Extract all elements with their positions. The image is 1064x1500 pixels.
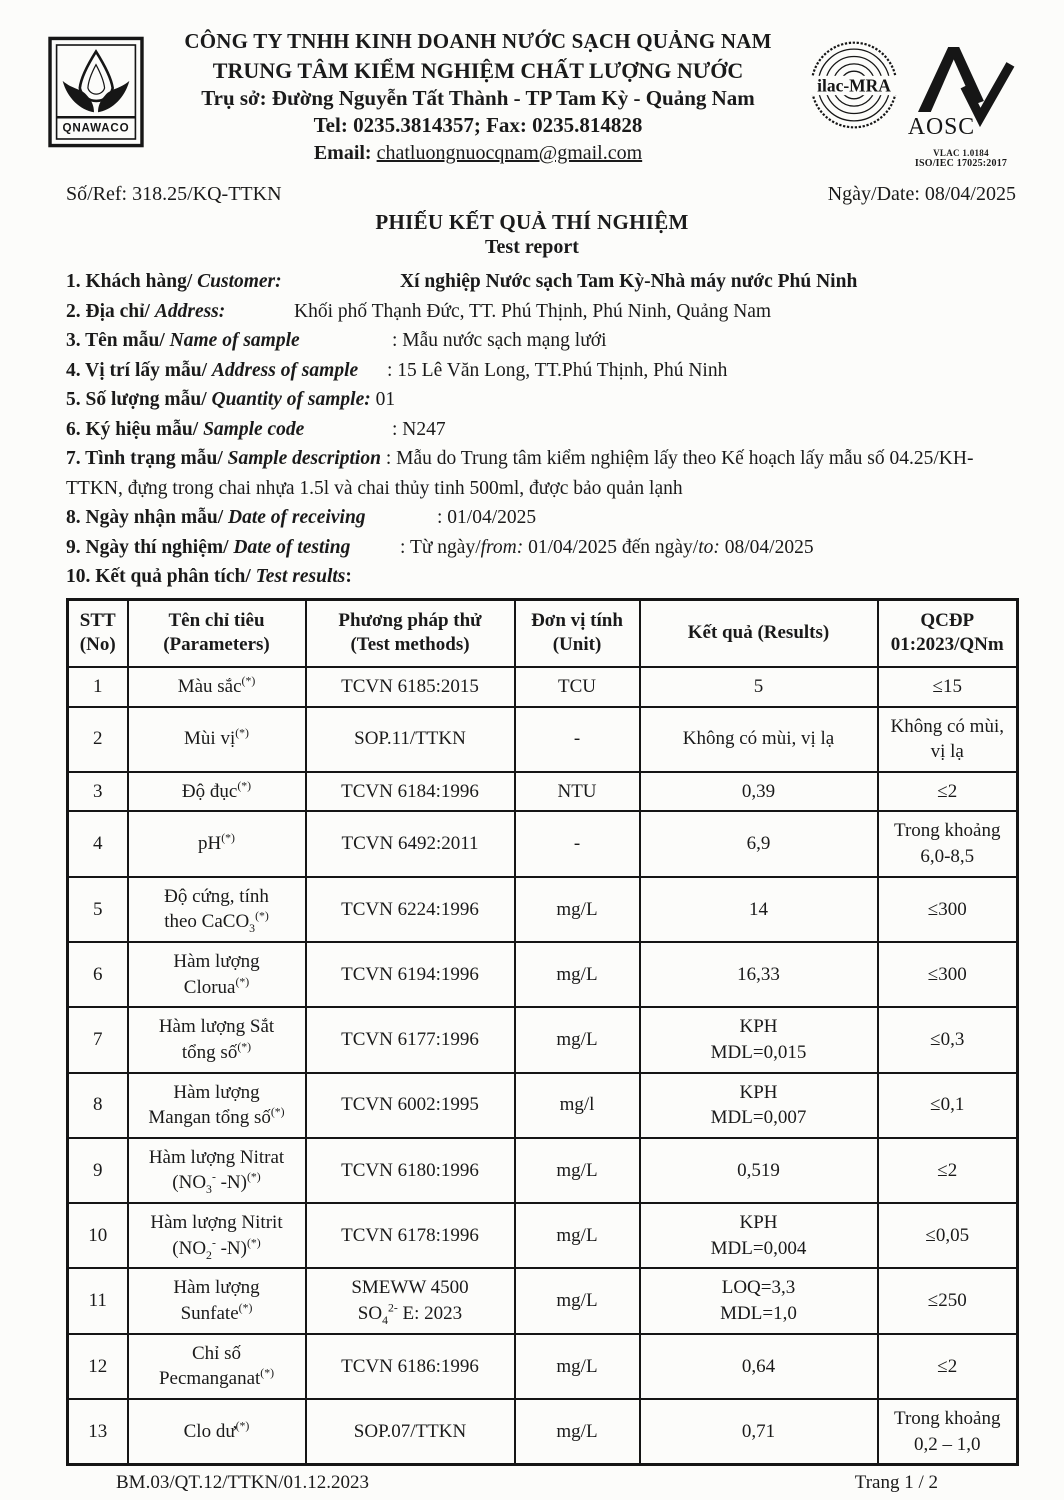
meta-row <box>48 183 1016 206</box>
reference-number: Số/Ref: 318.25/KQ-TTKN <box>66 183 282 205</box>
ilac-mra-logo-icon <box>808 38 900 137</box>
cell-no: 6 <box>68 942 128 1007</box>
header-row <box>68 599 1018 667</box>
cell-result: 0,39 <box>640 772 878 812</box>
cell-result: KPH MDL=0,007 <box>640 1073 878 1138</box>
cell-no: 5 <box>68 877 128 942</box>
form-code: BM.03/QT.12/TTKN/01.12.2023 <box>116 1472 369 1494</box>
cell-result: 6,9 <box>640 811 878 876</box>
table-row <box>68 942 1018 1007</box>
cell-limit: ≤0,3 <box>878 1007 1018 1072</box>
table-row <box>68 1268 1018 1333</box>
cell-param: Hàm lượng Nitrat ($NO_3^-$ -N)(*) <box>128 1138 306 1203</box>
cell-result: LOQ=3,3 MDL=1,0 <box>640 1268 878 1333</box>
cell-method: TCVN 6492:2011 <box>306 811 515 876</box>
info-sample-address: 4. Vị trí lấy mẫu/ Address of sample : 15 Lê Văn Long, TT.Phú Thịnh, Phú Ninh <box>66 359 728 381</box>
report-title-en: Test report <box>485 236 579 258</box>
cell-no: 11 <box>68 1268 128 1333</box>
page-number: Trang 1 / 2 <box>854 1472 938 1494</box>
sample-info-section <box>66 267 1016 592</box>
table-row <box>68 772 1018 812</box>
info-date-testing: 9. Ngày thí nghiệm/ Date of testing : Từ ngày/from: 01/04/2025 đến ngày/to: 08/04/2025 <box>66 536 814 558</box>
cell-result: KPH MDL=0,015 <box>640 1007 878 1072</box>
qnawaco-logo-icon <box>48 36 148 153</box>
info-date-receiving: 8. Ngày nhận mẫu/ Date of receiving : 01/04/2025 <box>66 507 537 528</box>
cell-param: Hàm lượng Mangan tổng số(*) <box>128 1073 306 1138</box>
cell-limit: ≤300 <box>878 942 1018 1007</box>
iso-standard: ISO/IEC 17025:2017 <box>914 158 1008 169</box>
table-row <box>68 1334 1018 1399</box>
cell-result: KPH MDL=0,004 <box>640 1203 878 1268</box>
cell-no: 8 <box>68 1073 128 1138</box>
results-table <box>66 598 1019 1467</box>
email-label: Email: <box>313 142 372 165</box>
info-sample-name: 3. Tên mẫu/ Name of sample : Mẫu nước sạch mạng lưới <box>66 330 607 351</box>
cell-limit: Không có mùi, vị lạ <box>878 707 1018 772</box>
email-link[interactable]: chatluongnuocqnam@gmail.com <box>376 142 643 165</box>
cell-param: Hàm lượng Sunfate(*) <box>128 1268 306 1333</box>
cell-param: Hàm lượng Nitrit ($NO_2^-$ -N)(*) <box>128 1203 306 1268</box>
cell-unit: mg/L <box>515 1007 640 1072</box>
cell-unit: mg/L <box>515 877 640 942</box>
cell-unit: mg/L <box>515 1334 640 1399</box>
cell-limit: ≤15 <box>878 667 1018 707</box>
cell-unit: mg/L <box>515 942 640 1007</box>
cell-limit: ≤2 <box>878 772 1018 812</box>
column-header: Tên chỉ tiêu (Parameters) <box>128 599 306 667</box>
table-row <box>68 1073 1018 1138</box>
cell-no: 2 <box>68 707 128 772</box>
cell-param: Mùi vị(*) <box>128 707 306 772</box>
table-row <box>68 1203 1018 1268</box>
results-table-header <box>68 599 1018 667</box>
report-title-vi: PHIẾU KẾT QUẢ THÍ NGHIỆM <box>375 210 689 234</box>
cell-unit: mg/l <box>515 1073 640 1138</box>
page-footer <box>48 1472 1016 1494</box>
cell-no: 4 <box>68 811 128 876</box>
cell-param: Hàm lượng Clorua(*) <box>128 942 306 1007</box>
company-name: CÔNG TY TNHH KINH DOANH NƯỚC SẠCH QUẢNG NAM <box>184 29 772 53</box>
aosc-logo-icon <box>907 38 1015 142</box>
cell-method: TCVN 6194:1996 <box>306 942 515 1007</box>
letterhead <box>148 28 808 167</box>
cell-unit: - <box>515 707 640 772</box>
cell-no: 7 <box>68 1007 128 1072</box>
cell-method: TCVN 6178:1996 <box>306 1203 515 1268</box>
column-header: QCĐP 01:2023/QNm <box>878 599 1018 667</box>
info-test-results-heading: 10. Kết quả phân tích/ Test results: <box>66 566 352 587</box>
cell-method: SOP.11/TTKN <box>306 707 515 772</box>
cell-limit: Trong khoảng 6,0-8,5 <box>878 811 1018 876</box>
title-block <box>48 210 1016 259</box>
cell-result: Không có mùi, vị lạ <box>640 707 878 772</box>
aosc-logo-block <box>906 38 1016 169</box>
cell-method: TCVN 6002:1995 <box>306 1073 515 1138</box>
office-address: Trụ sở: Đường Nguyễn Tất Thành - TP Tam Kỳ - Quảng Nam <box>201 85 755 110</box>
results-tbody <box>68 667 1018 1465</box>
cell-param: Clo dư(*) <box>128 1399 306 1465</box>
cell-no: 3 <box>68 772 128 812</box>
cell-result: 0,519 <box>640 1138 878 1203</box>
cell-result: 0,71 <box>640 1399 878 1465</box>
column-header: Đơn vị tính (Unit) <box>515 599 640 667</box>
cell-param: Chỉ số Pecmanganat(*) <box>128 1334 306 1399</box>
info-sample-description: 7. Tình trạng mẫu/ Sample description : Mẫu do Trung tâm kiểm nghiệm lấy theo Kế hoạch lấy mẫu số 04.25/KH-TTKN, đựng trong chai nhựa 1.5l và chai thủy tinh 500ml, được bảo quản lạnh <box>66 448 974 499</box>
table-row <box>68 1007 1018 1072</box>
cell-limit: Trong khoảng 0,2 – 1,0 <box>878 1399 1018 1465</box>
cell-limit: ≤0,05 <box>878 1203 1018 1268</box>
cell-param: pH(*) <box>128 811 306 876</box>
email-line <box>148 140 808 166</box>
cell-result: 0,64 <box>640 1334 878 1399</box>
cell-unit: mg/L <box>515 1399 640 1465</box>
tel-fax-line: Tel: 0235.3814357; Fax: 0235.814828 <box>313 113 643 138</box>
cell-method: TCVN 6185:2015 <box>306 667 515 707</box>
info-customer: 1. Khách hàng/ Customer: Xí nghiệp Nước sạch Tam Kỳ-Nhà máy nước Phú Ninh <box>66 271 858 292</box>
cell-result: 16,33 <box>640 942 878 1007</box>
center-name: TRUNG TÂM KIỂM NGHIỆM CHẤT LƯỢNG NƯỚC <box>212 57 744 83</box>
cell-unit: mg/L <box>515 1203 640 1268</box>
cell-method: TCVN 6177:1996 <box>306 1007 515 1072</box>
cell-unit: mg/L <box>515 1268 640 1333</box>
column-header: STT (No) <box>68 599 128 667</box>
svg-text:QNAWACO: QNAWACO <box>62 121 130 135</box>
cell-param: Màu sắc(*) <box>128 667 306 707</box>
cell-method: TCVN 6186:1996 <box>306 1334 515 1399</box>
cell-unit: TCU <box>515 667 640 707</box>
cell-result: 14 <box>640 877 878 942</box>
column-header: Phương pháp thử (Test methods) <box>306 599 515 667</box>
table-row <box>68 1399 1018 1465</box>
cell-no: 12 <box>68 1334 128 1399</box>
document-date: Ngày/Date: 08/04/2025 <box>827 183 1016 205</box>
info-sample-code: 6. Ký hiệu mẫu/ Sample code : N247 <box>66 418 446 440</box>
cell-limit: ≤0,1 <box>878 1073 1018 1138</box>
accreditation-logos <box>808 38 1016 169</box>
cell-method: TCVN 6224:1996 <box>306 877 515 942</box>
cell-no: 1 <box>68 667 128 707</box>
vlac-number: VLAC 1.0184 <box>933 148 989 158</box>
info-sample-quantity: 5. Số lượng mẫu/ Quantity of sample: 01 <box>66 389 396 410</box>
document-header <box>48 26 1016 169</box>
svg-text:ilac-MRA: ilac-MRA <box>817 75 891 96</box>
cell-param: Độ cứng, tính theo CaCO$_3$(*) <box>128 877 306 942</box>
cell-limit: ≤2 <box>878 1334 1018 1399</box>
cell-method: TCVN 6180:1996 <box>306 1138 515 1203</box>
info-address: 2. Địa chỉ/ Address: Khối phố Thạnh Đức, TT. Phú Thịnh, Phú Ninh, Quảng Nam <box>66 300 772 322</box>
cell-method: TCVN 6184:1996 <box>306 772 515 812</box>
cell-unit: mg/L <box>515 1138 640 1203</box>
cell-result: 5 <box>640 667 878 707</box>
cell-param: Độ đục(*) <box>128 772 306 812</box>
cell-limit: ≤300 <box>878 877 1018 942</box>
svg-text:AOSC: AOSC <box>907 113 976 140</box>
cell-unit: - <box>515 811 640 876</box>
cell-no: 9 <box>68 1138 128 1203</box>
cell-no: 13 <box>68 1399 128 1465</box>
table-row <box>68 811 1018 876</box>
cell-limit: ≤2 <box>878 1138 1018 1203</box>
table-row <box>68 667 1018 707</box>
cell-no: 10 <box>68 1203 128 1268</box>
table-row <box>68 707 1018 772</box>
cell-method: SOP.07/TTKN <box>306 1399 515 1465</box>
table-row <box>68 877 1018 942</box>
table-row <box>68 1138 1018 1203</box>
cell-param: Hàm lượng Sắt tổng số(*) <box>128 1007 306 1072</box>
cell-limit: ≤250 <box>878 1268 1018 1333</box>
cell-unit: NTU <box>515 772 640 812</box>
column-header: Kết quả (Results) <box>640 599 878 667</box>
cell-method: SMEWW 4500 $SO_4^{2-}$ E: 2023 <box>306 1268 515 1333</box>
